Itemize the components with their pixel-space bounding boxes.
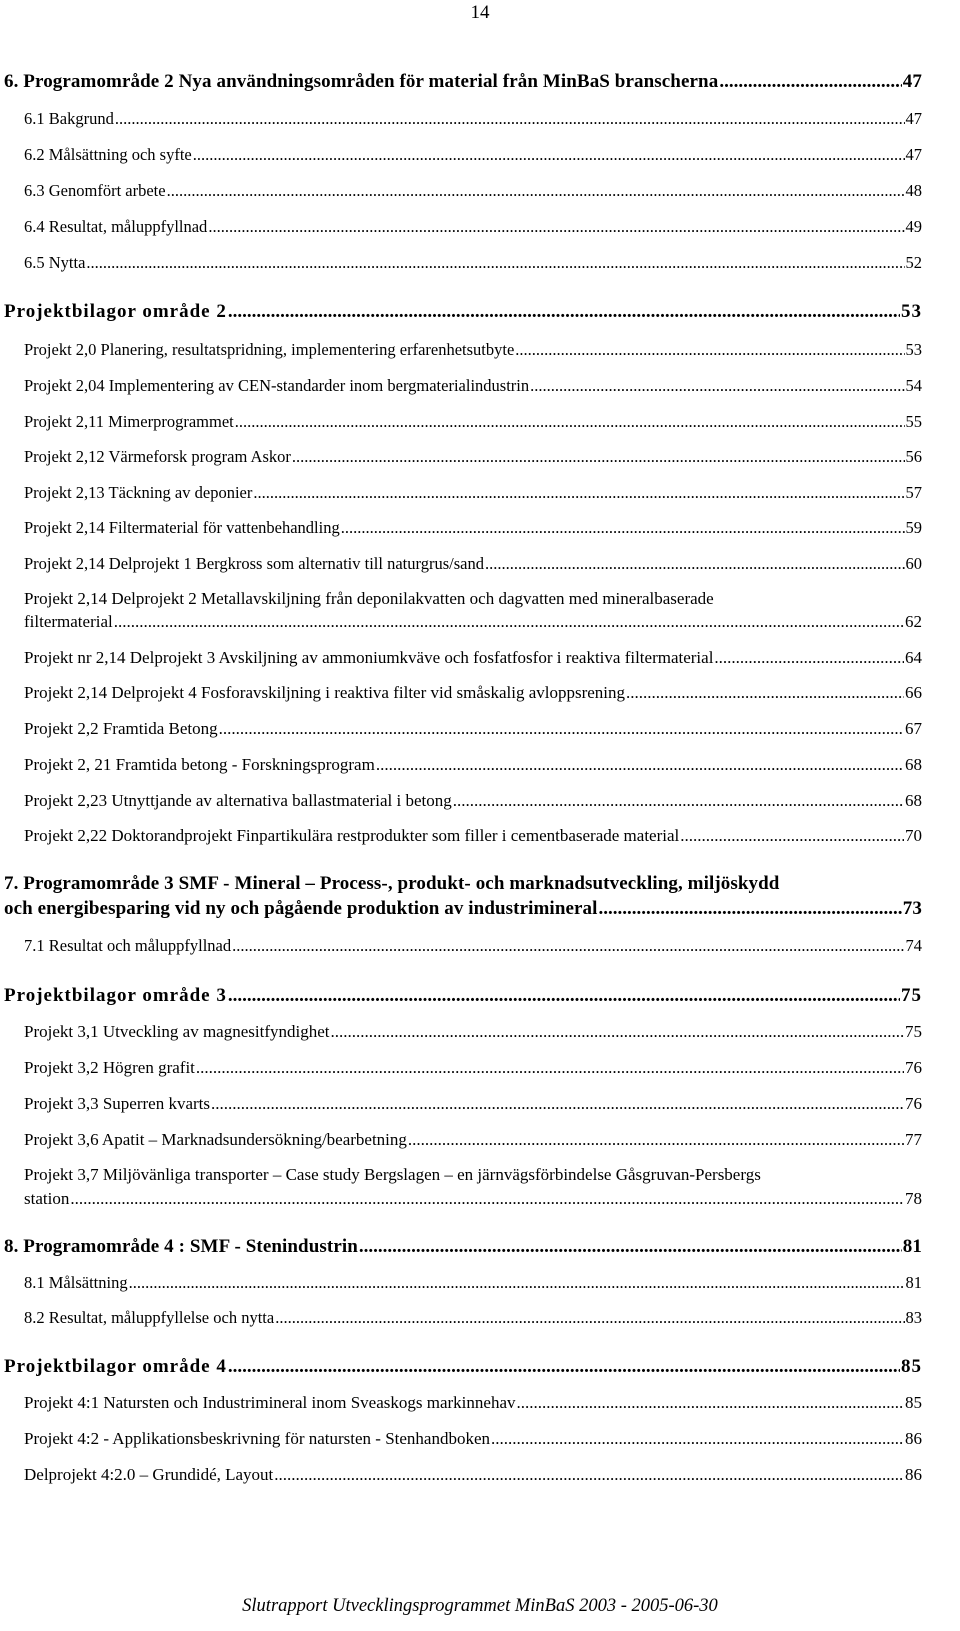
toc-entry-page: 60 xyxy=(905,554,922,573)
toc-entry-title: Projekt 2,11 Mimerprogrammet xyxy=(24,412,234,431)
dot-leader xyxy=(341,518,905,538)
toc-entry-7-1[interactable] xyxy=(24,936,922,956)
toc-entry-page: 66 xyxy=(905,683,922,702)
dot-leader xyxy=(253,483,904,503)
toc-entry-page: 49 xyxy=(905,217,922,236)
toc-entry-chapter-8[interactable] xyxy=(4,1236,922,1258)
toc-entry-title: Delprojekt 4:2.0 – Grundidé, Layout xyxy=(24,1465,274,1484)
toc-entry-title: 7.1 Resultat och måluppfyllnad xyxy=(24,936,232,955)
toc-entry-page: 70 xyxy=(905,826,922,845)
toc-entry-projekt-3-7-line1[interactable]: Projekt 3,7 Miljövänliga transporter – Case study Bergslagen – en järnvägsförbindelse Gåsgruvan-Persbergs xyxy=(24,1165,761,1184)
toc-entry-title: Projekt 2,0 Planering, resultatspridning, implementering erfarenhetsutbyte xyxy=(24,340,515,359)
toc-entry-title: Projekt 3,2 Högren grafit xyxy=(24,1058,195,1077)
dot-leader xyxy=(599,898,902,920)
toc-entry-projekt-3-7[interactable] xyxy=(24,1189,922,1209)
dot-leader xyxy=(491,1429,904,1449)
toc-entry-projekt-2-11[interactable] xyxy=(24,412,922,432)
toc-entry-projekt-2-23[interactable] xyxy=(24,791,922,811)
toc-entry-title: 6.2 Målsättning och syfte xyxy=(24,145,192,164)
dot-leader xyxy=(211,1094,904,1114)
toc-entry-projektbilagor-3[interactable] xyxy=(4,985,922,1007)
dot-leader xyxy=(129,1273,905,1293)
toc-entry-page: 54 xyxy=(905,376,922,395)
dot-leader xyxy=(626,683,904,703)
dot-leader xyxy=(359,1236,902,1258)
toc-entry-chapter-6[interactable] xyxy=(4,71,922,93)
toc-entry-projekt-2-14-delprojekt-4[interactable] xyxy=(24,683,922,703)
toc-entry-6-3[interactable] xyxy=(24,181,922,201)
toc-entry-title: 6.1 Bakgrund xyxy=(24,109,114,128)
toc-entry-page: 67 xyxy=(905,719,922,738)
toc-entry-page: 53 xyxy=(905,340,922,359)
toc-entry-page: 73 xyxy=(902,898,922,919)
toc-entry-page: 81 xyxy=(902,1236,922,1257)
dot-leader xyxy=(228,1356,900,1378)
dot-leader xyxy=(70,1189,904,1209)
toc-entry-page: 62 xyxy=(905,612,922,631)
toc-entry-page: 86 xyxy=(905,1429,922,1448)
toc-entry-title: Projekt 3,6 Apatit – Marknadsundersökning/bearbetning xyxy=(24,1130,407,1149)
toc-entry-title: 8.1 Målsättning xyxy=(24,1273,128,1292)
toc-entry-title: station xyxy=(24,1189,70,1208)
toc-entry-page: 57 xyxy=(905,483,922,502)
toc-entry-title: Projekt 2,23 Utnyttjande av alternativa ballastmaterial i betong xyxy=(24,791,452,810)
toc-entry-title: Projekt 4:2 - Applikationsbeskrivning för natursten - Stenhandboken xyxy=(24,1429,491,1448)
dot-leader xyxy=(193,145,905,165)
toc-entry-delprojekt-4-2-0[interactable] xyxy=(24,1465,922,1485)
toc-entry-projektbilagor-4[interactable] xyxy=(4,1356,922,1378)
toc-entry-chapter-7[interactable] xyxy=(4,898,922,920)
toc-entry-projekt-2-0[interactable] xyxy=(24,340,922,360)
toc-entry-chapter-7-line1[interactable]: 7. Programområde 3 SMF - Mineral – Process-, produkt- och marknadsutveckling, miljöskydd xyxy=(4,873,780,894)
toc-entry-page: 52 xyxy=(905,253,922,272)
toc-entry-projekt-3-6[interactable] xyxy=(24,1130,922,1150)
toc-entry-title: 8. Programområde 4 : SMF - Stenindustrin xyxy=(4,1236,358,1257)
toc-entry-page: 47 xyxy=(902,71,922,92)
toc-entry-projekt-2-21[interactable] xyxy=(24,755,922,775)
toc-entry-title: Projekt 2,12 Värmeforsk program Askor xyxy=(24,447,291,466)
page-number: 14 xyxy=(470,2,490,23)
toc-entry-projekt-2-14-delprojekt-2[interactable] xyxy=(24,612,922,632)
dot-leader xyxy=(228,985,900,1007)
toc-entry-projekt-2-04[interactable] xyxy=(24,376,922,396)
dot-leader xyxy=(114,612,904,632)
toc-entry-projekt-2-12[interactable] xyxy=(24,447,922,467)
toc-entry-8-2[interactable] xyxy=(24,1308,922,1328)
dot-leader xyxy=(274,1465,904,1485)
toc-entry-title: och energibesparing vid ny och pågående produktion av industrimineral xyxy=(4,898,598,919)
toc-entry-page: 83 xyxy=(905,1308,922,1327)
dot-leader xyxy=(408,1130,904,1150)
toc-entry-title: Projekt 2,04 Implementering av CEN-standarder inom bergmaterialindustrin xyxy=(24,376,530,395)
toc-entry-page: 59 xyxy=(905,518,922,537)
toc-entry-title: Projekt 2,14 Delprojekt 1 Bergkross som alternativ till naturgrus/sand xyxy=(24,554,484,573)
dot-leader xyxy=(453,791,904,811)
toc-entry-title: 6.5 Nytta xyxy=(24,253,86,272)
toc-entry-title: Projektbilagor område 4 xyxy=(4,1356,227,1377)
toc-entry-projekt-2-14-delprojekt-1[interactable] xyxy=(24,554,922,574)
dot-leader xyxy=(330,1022,904,1042)
toc-entry-title: 8.2 Resultat, måluppfyllelse och nytta xyxy=(24,1308,275,1327)
dot-leader xyxy=(208,217,904,237)
toc-entry-projekt-3-2[interactable] xyxy=(24,1058,922,1078)
toc-entry-page: 75 xyxy=(901,985,922,1006)
dot-leader xyxy=(680,826,904,846)
toc-entry-page: 85 xyxy=(901,1356,922,1377)
dot-leader xyxy=(167,181,905,201)
toc-entry-page: 53 xyxy=(901,301,922,322)
dot-leader xyxy=(517,1393,905,1413)
toc-entry-page: 76 xyxy=(905,1058,922,1077)
toc-entry-title: Projekt nr 2,14 Delprojekt 3 Avskiljning av ammoniumkväve och fosfatfosfor i reaktiva filtermaterial xyxy=(24,648,714,667)
toc-entry-page: 76 xyxy=(905,1094,922,1113)
toc-entry-page: 68 xyxy=(905,755,922,774)
toc-entry-title: Projekt 3,1 Utveckling av magnesitfyndighet xyxy=(24,1022,330,1041)
dot-leader xyxy=(376,755,904,775)
page-footer: Slutrapport Utvecklingsprogrammet MinBaS 2003 - 2005-06-30 xyxy=(242,1596,718,1616)
toc-entry-title: Projekt 2,14 Delprojekt 4 Fosforavskiljning i reaktiva filter vid småskalig avloppsrening xyxy=(24,683,626,702)
toc-entry-page: 86 xyxy=(905,1465,922,1484)
dot-leader xyxy=(719,71,901,93)
dot-leader xyxy=(530,376,904,396)
toc-entry-title: Projekt 2,2 Framtida Betong xyxy=(24,719,218,738)
dot-leader xyxy=(115,109,905,129)
toc-entry-6-2[interactable] xyxy=(24,145,922,165)
toc-entry-page: 74 xyxy=(905,936,922,955)
toc-entry-page: 47 xyxy=(905,145,922,164)
dot-leader xyxy=(485,554,905,574)
toc-entry-6-4[interactable] xyxy=(24,217,922,237)
toc-entry-projekt-2-13[interactable] xyxy=(24,483,922,503)
toc-entry-page: 55 xyxy=(905,412,922,431)
toc-entry-projekt-2-22[interactable] xyxy=(24,826,922,846)
toc-entry-projekt-4-2[interactable] xyxy=(24,1429,922,1449)
toc-entry-projekt-2-2[interactable] xyxy=(24,719,922,739)
toc-entry-page: 78 xyxy=(905,1189,922,1208)
toc-entry-page: 81 xyxy=(905,1273,922,1292)
toc-entry-title: filtermaterial xyxy=(24,612,113,631)
toc-entry-projekt-3-3[interactable] xyxy=(24,1094,922,1114)
toc-entry-title: Projekt 2,14 Filtermaterial för vattenbehandling xyxy=(24,518,340,537)
toc-entry-page: 48 xyxy=(905,181,922,200)
toc-entry-projekt-2-14[interactable] xyxy=(24,518,922,538)
toc-entry-page: 75 xyxy=(905,1022,922,1041)
toc-entry-6-1[interactable] xyxy=(24,109,922,129)
dot-leader xyxy=(196,1058,904,1078)
toc-entry-title: Projekt 2,22 Doktorandprojekt Finpartikulära restprodukter som filler i cementbaserade material xyxy=(24,826,680,845)
toc-entry-projekt-2-14-delprojekt-3[interactable] xyxy=(24,648,922,668)
dot-leader xyxy=(515,340,904,360)
dot-leader xyxy=(219,719,904,739)
toc-entry-projekt-2-14-delprojekt-2-line1[interactable]: Projekt 2,14 Delprojekt 2 Metallavskiljning från deponilakvatten och dagvatten med mineralbaserade xyxy=(24,589,714,608)
toc-entry-title: 6.3 Genomfört arbete xyxy=(24,181,166,200)
dot-leader xyxy=(275,1308,904,1328)
toc-entry-title: Projektbilagor område 3 xyxy=(4,985,227,1006)
dot-leader xyxy=(235,412,905,432)
toc-entry-page: 56 xyxy=(905,447,922,466)
toc-entry-title: Projekt 3,3 Superren kvarts xyxy=(24,1094,211,1113)
toc-entry-projekt-3-1[interactable] xyxy=(24,1022,922,1042)
dot-leader xyxy=(232,936,904,956)
toc-entry-8-1[interactable] xyxy=(24,1273,922,1293)
toc-entry-6-5[interactable] xyxy=(24,253,922,273)
dot-leader xyxy=(292,447,905,467)
toc-entry-title: Projekt 2,13 Täckning av deponier xyxy=(24,483,253,502)
toc-entry-page: 85 xyxy=(905,1393,922,1412)
dot-leader xyxy=(228,301,900,323)
dot-leader xyxy=(86,253,904,273)
toc-entry-page: 68 xyxy=(905,791,922,810)
toc-entry-projekt-4-1[interactable] xyxy=(24,1393,922,1413)
toc-entry-page: 77 xyxy=(905,1130,922,1149)
toc-entry-title: Projekt 4:1 Natursten och Industrimineral inom Sveaskogs markinnehav xyxy=(24,1393,516,1412)
toc-entry-page: 64 xyxy=(905,648,922,667)
toc-entry-title: 6.4 Resultat, måluppfyllnad xyxy=(24,217,208,236)
toc-entry-page: 47 xyxy=(905,109,922,128)
toc-entry-projektbilagor-2[interactable] xyxy=(4,301,922,323)
toc-entry-title: Projektbilagor område 2 xyxy=(4,301,227,322)
toc-entry-title: 6. Programområde 2 Nya användningsområden för material från MinBaS branscherna xyxy=(4,71,719,92)
dot-leader xyxy=(714,648,904,668)
toc-entry-title: Projekt 2, 21 Framtida betong - Forskningsprogram xyxy=(24,755,375,774)
